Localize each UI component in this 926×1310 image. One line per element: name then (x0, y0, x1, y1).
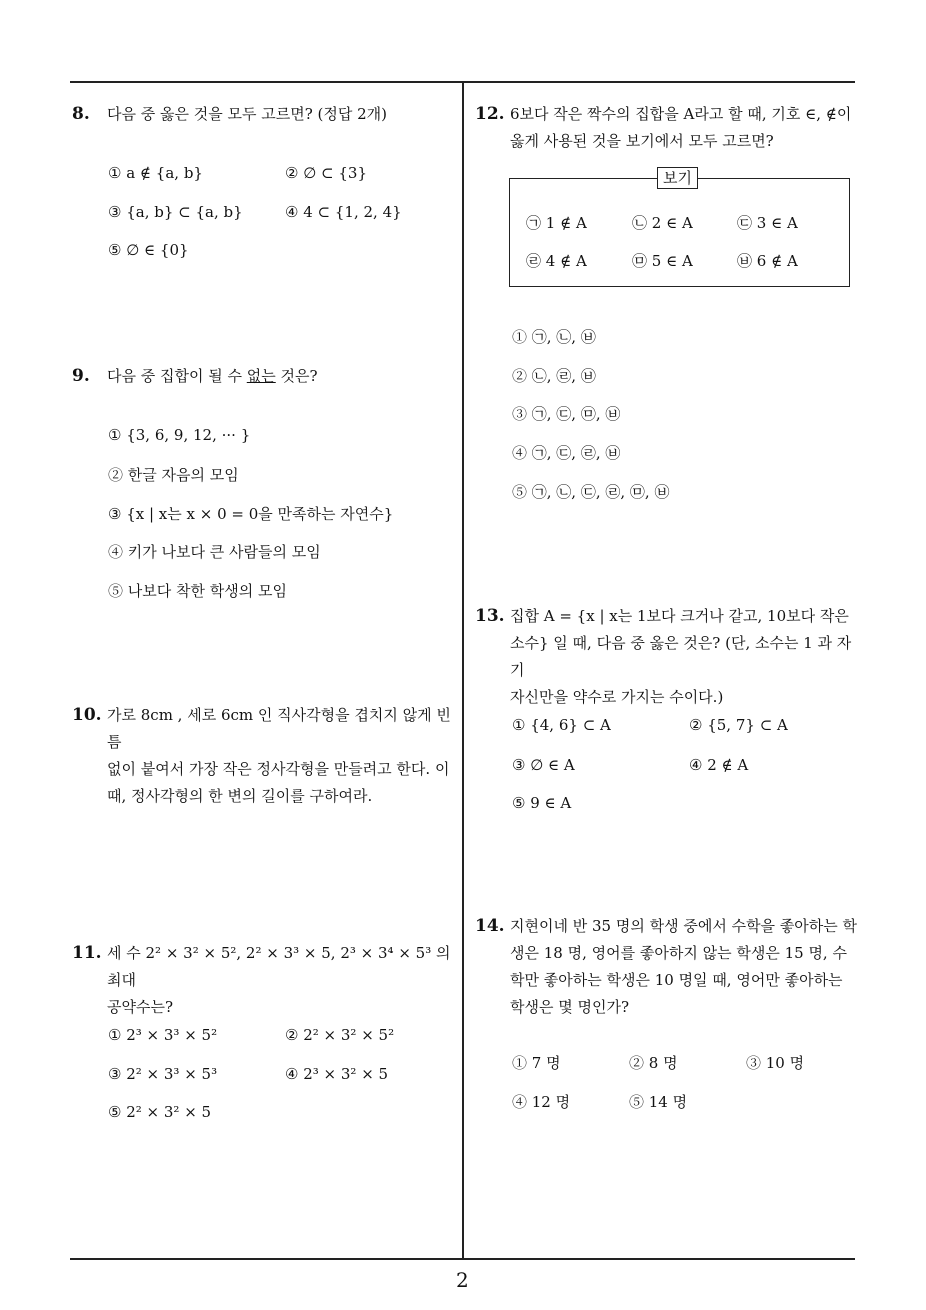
question-number: 12. (475, 104, 505, 124)
question-line: 학생은 몇 명인가? (510, 998, 630, 1016)
question-line: 소수} 일 때, 다음 중 옳은 것은? (단, 소수는 1 과 자기 (510, 634, 852, 679)
question-number: 10. (72, 705, 102, 725)
bottom-rule (70, 1258, 855, 1260)
q14-option-3[interactable]: ③ 10 명 (746, 1054, 805, 1072)
question-8 (72, 101, 457, 128)
q9-option-4[interactable]: ④ 키가 나보다 큰 사람들의 모임 (108, 543, 321, 561)
q13-option-1[interactable]: ① {4, 6} ⊂ A (512, 716, 611, 734)
question-line: 6보다 작은 짝수의 집합을 A라고 할 때, 기호 ∈, ∉이 (510, 105, 852, 123)
q14-option-2[interactable]: ② 8 명 (629, 1054, 678, 1072)
q9-option-5[interactable]: ⑤ 나보다 착한 학생의 모임 (108, 582, 287, 600)
question-line: 자신만을 약수로 가지는 수이다.) (510, 688, 724, 706)
box-item-2: ㉡ 2 ∈ A (632, 214, 693, 232)
q13-option-5[interactable]: ⑤ 9 ∈ A (512, 794, 572, 812)
q12-option-5[interactable]: ⑤ ㉠, ㉡, ㉢, ㉣, ㉤, ㉥ (512, 483, 670, 501)
question-12 (475, 101, 860, 155)
q12-option-1[interactable]: ① ㉠, ㉡, ㉥ (512, 328, 596, 346)
question-text (107, 363, 457, 390)
question-text-part: 것은? (275, 367, 318, 385)
q14-option-1[interactable]: ① 7 명 (512, 1054, 561, 1072)
question-line: 가로 8cm , 세로 6cm 인 직사각형을 겹치지 않게 빈틈 (107, 706, 451, 751)
question-text-part: 다음 중 집합이 될 수 (107, 367, 247, 385)
q13-option-3[interactable]: ③ ∅ ∈ A (512, 756, 575, 774)
q11-option-3[interactable]: ③ 2² × 3³ × 5³ (108, 1065, 218, 1083)
q12-option-2[interactable]: ② ㉡, ㉣, ㉥ (512, 367, 596, 385)
q11-option-1[interactable]: ① 2³ × 3³ × 5² (108, 1026, 218, 1044)
question-9 (72, 363, 457, 390)
question-line: 집합 A = {x | x는 1보다 크거나 같고, 10보다 작은 (510, 607, 849, 625)
question-number: 14. (475, 916, 505, 936)
box-item-6: ㉥ 6 ∉ A (737, 252, 798, 270)
question-text (510, 101, 860, 155)
example-box-title: 보기 (657, 167, 698, 189)
q8-option-4[interactable]: ④ 4 ⊂ {1, 2, 4} (285, 203, 402, 221)
example-box (509, 178, 850, 287)
question-11 (72, 940, 457, 1021)
question-10 (72, 702, 457, 810)
question-number: 9. (72, 366, 90, 386)
box-item-4: ㉣ 4 ∉ A (526, 252, 587, 270)
q14-option-4[interactable]: ④ 12 명 (512, 1093, 571, 1111)
question-number: 13. (475, 606, 505, 626)
question-13 (475, 603, 860, 711)
q12-option-4[interactable]: ④ ㉠, ㉢, ㉣, ㉥ (512, 444, 621, 462)
question-text (510, 913, 860, 1021)
q14-option-5[interactable]: ⑤ 14 명 (629, 1093, 688, 1111)
page-number: 2 (456, 1268, 469, 1292)
question-line: 때, 정사각형의 한 변의 길이를 구하여라. (107, 787, 373, 805)
question-line: 지현이네 반 35 명의 학생 중에서 수학을 좋아하는 학 (510, 917, 858, 935)
question-line: 세 수 2² × 3² × 5², 2² × 3³ × 5, 2³ × 3⁴ × 5³ 의 최대 (107, 944, 451, 989)
underlined-word: 없는 (246, 367, 276, 385)
q8-option-1[interactable]: ① a ∉ {a, b} (108, 164, 203, 182)
question-line: 옳게 사용된 것을 보기에서 모두 고르면? (510, 132, 774, 150)
box-item-3: ㉢ 3 ∈ A (737, 214, 798, 232)
box-item-5: ㉤ 5 ∈ A (632, 252, 693, 270)
question-number: 11. (72, 943, 102, 963)
q8-option-3[interactable]: ③ {a, b} ⊂ {a, b} (108, 203, 243, 221)
box-item-1: ㉠ 1 ∉ A (526, 214, 587, 232)
q8-option-5[interactable]: ⑤ ∅ ∈ {0} (108, 241, 189, 259)
q11-option-5[interactable]: ⑤ 2² × 3² × 5 (108, 1103, 212, 1121)
question-14 (475, 913, 860, 1021)
q12-option-3[interactable]: ③ ㉠, ㉢, ㉤, ㉥ (512, 405, 621, 423)
q11-option-2[interactable]: ② 2² × 3² × 5² (285, 1026, 395, 1044)
question-line: 생은 18 명, 영어를 좋아하지 않는 학생은 15 명, 수 (510, 944, 847, 962)
question-text (107, 702, 457, 810)
question-line: 없이 붙여서 가장 작은 정사각형을 만들려고 한다. 이 (107, 760, 450, 778)
q11-option-4[interactable]: ④ 2³ × 3² × 5 (285, 1065, 389, 1083)
column-divider (462, 81, 464, 1259)
q9-option-3[interactable]: ③ {x | x는 x × 0 = 0을 만족하는 자연수} (108, 505, 394, 523)
q13-option-4[interactable]: ④ 2 ∉ A (689, 756, 749, 774)
question-line: 학만 좋아하는 학생은 10 명일 때, 영어만 좋아하는 (510, 971, 843, 989)
q9-option-2[interactable]: ② 한글 자음의 모임 (108, 466, 239, 484)
question-line: 공약수는? (107, 998, 174, 1016)
q9-option-1[interactable]: ① {3, 6, 9, 12, ··· } (108, 426, 251, 444)
question-text: 다음 중 옳은 것을 모두 고르면? (정답 2개) (107, 105, 388, 123)
question-text (510, 603, 860, 711)
question-text (107, 940, 457, 1021)
q13-option-2[interactable]: ② {5, 7} ⊂ A (689, 716, 788, 734)
q8-option-2[interactable]: ② ∅ ⊂ {3} (285, 164, 368, 182)
question-number: 8. (72, 104, 90, 124)
